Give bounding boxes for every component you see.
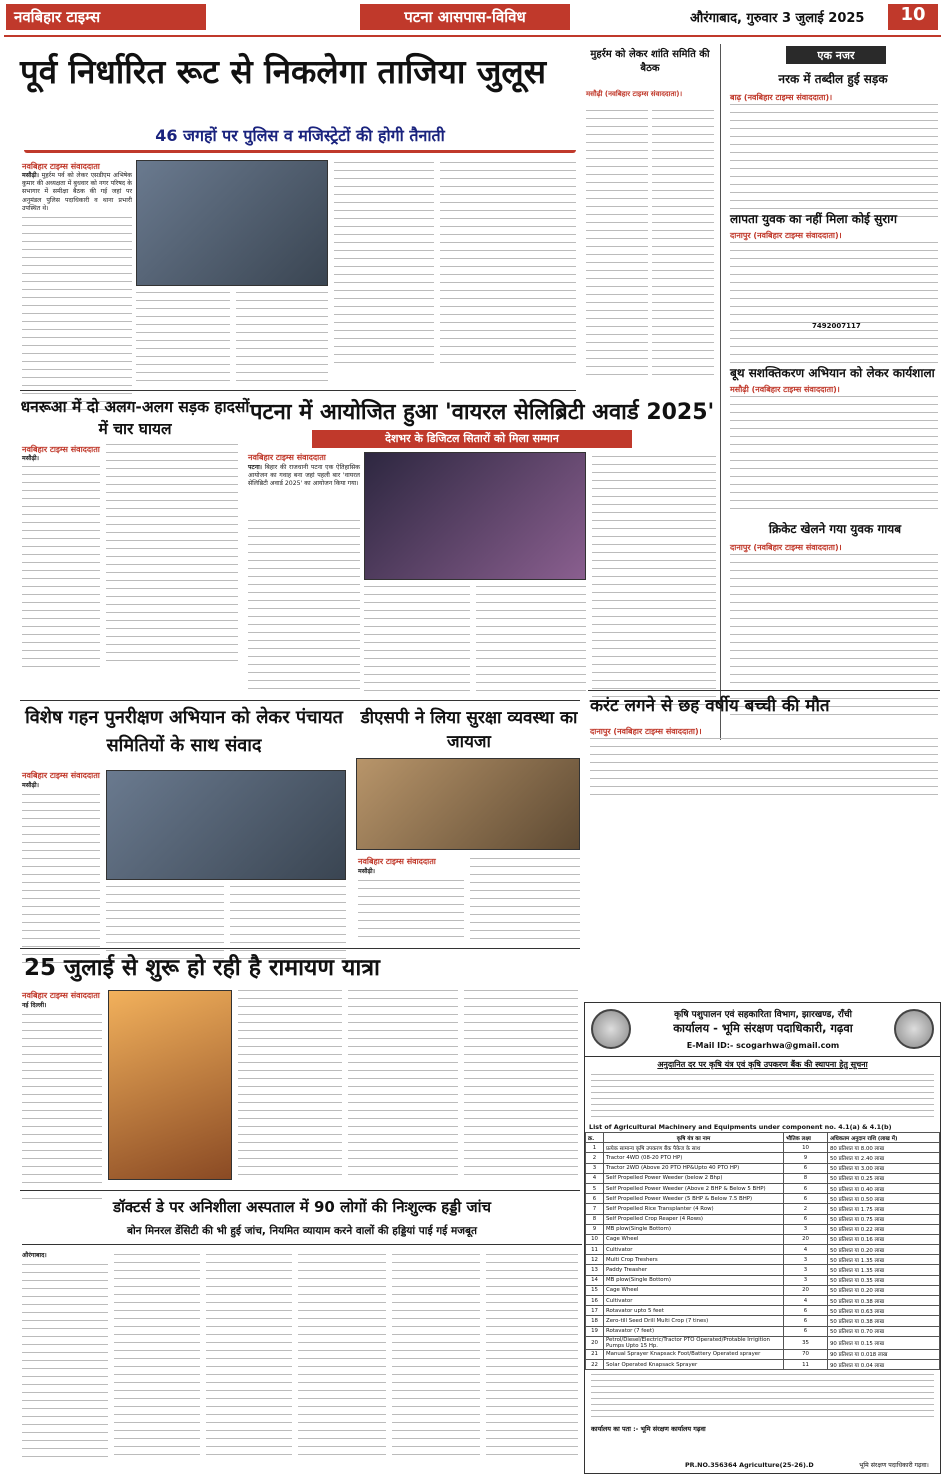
row-sn: 17 bbox=[586, 1306, 604, 1316]
row-item: Zero-till Seed Drill Multi Crop (7 tines) bbox=[604, 1316, 784, 1326]
ramayan-byline: नवबिहार टाइम्स संवाददाता bbox=[22, 991, 100, 1000]
section-rule bbox=[588, 690, 940, 691]
ad-header bbox=[585, 1003, 940, 1057]
row-subsidy: 50 प्रतिशत या 0.20 लाख bbox=[828, 1285, 940, 1295]
ramayan-col3-text bbox=[348, 990, 458, 1182]
row-qty: 10 bbox=[784, 1143, 828, 1153]
row-subsidy: 50 प्रतिशत या 0.75 लाख bbox=[828, 1214, 940, 1224]
row-sn: 13 bbox=[586, 1265, 604, 1275]
row-qty: 20 bbox=[784, 1234, 828, 1244]
table-row bbox=[586, 1359, 940, 1369]
table-row bbox=[586, 1183, 940, 1193]
girl-death-headline: करंट लगने से छह वर्षीय बच्ची की मौत bbox=[590, 696, 830, 716]
revision-col1-text bbox=[22, 794, 100, 970]
row-qty: 8 bbox=[784, 1173, 828, 1183]
table-row bbox=[586, 1326, 940, 1336]
row-item: MB plow(Single Bottom) bbox=[604, 1224, 784, 1234]
row-sn: 20 bbox=[586, 1336, 604, 1349]
ad-table-title: List of Agricultural Machinery and Equipments under component no. 4.1(a) & 4.1(b) bbox=[589, 1123, 892, 1131]
row-item: Self Propelled Rice Transplanter (4 Row) bbox=[604, 1204, 784, 1214]
row-subsidy: 50 प्रतिशत या 2.40 लाख bbox=[828, 1153, 940, 1163]
table-body bbox=[586, 1143, 940, 1370]
booth-byline: मसौढ़ी (नवबिहार टाइम्स संवाददाता)। bbox=[730, 385, 840, 394]
row-item: Self Propelled Power Weeder (5 BHP & Below 7.5 BHP) bbox=[604, 1194, 784, 1204]
table-row bbox=[586, 1306, 940, 1316]
row-sn: 4 bbox=[586, 1173, 604, 1183]
dsp-dateline: मसौढ़ी। bbox=[358, 868, 375, 875]
row-sn: 22 bbox=[586, 1359, 604, 1369]
dsp-col1-text bbox=[358, 880, 464, 944]
main-subhead-box bbox=[24, 123, 576, 153]
row-qty: 3 bbox=[784, 1224, 828, 1234]
row-subsidy: 50 प्रतिशत या 0.38 लाख bbox=[828, 1316, 940, 1326]
ad-pr-number: PR.NO.356364 Agriculture(25-26).D bbox=[685, 1461, 814, 1469]
section-rule bbox=[20, 1190, 580, 1191]
row-subsidy: 50 प्रतिशत या 0.16 लाख bbox=[828, 1234, 940, 1244]
row-sn: 15 bbox=[586, 1285, 604, 1295]
award-lead: बिहार की राजधानी पटना एक ऐतिहासिक आयोजन का गवाह बना जहां पहली बार 'वायरल सेलिब्रिटी अवार्ड 2025' का आयोजन किया गया। bbox=[248, 464, 361, 488]
ramayan-headline: 25 जुलाई से शुरू हो रही है रामायण यात्रा bbox=[24, 955, 380, 981]
row-qty: 6 bbox=[784, 1163, 828, 1173]
table-header-row bbox=[586, 1133, 940, 1143]
ad-email: E-Mail ID:- scogarhwa@gmail.com bbox=[686, 1041, 840, 1050]
main-subhead: 46 जगहों पर पुलिस व मजिस्ट्रेटों की होगी तैनाती bbox=[155, 126, 445, 145]
row-item: Rotavator (7 feet) bbox=[604, 1326, 784, 1336]
doctors-headline: डॉक्टर्स डे पर अनिशीला अस्पताल में 90 लोगों की निःशुल्क हड्डी जांच bbox=[112, 1198, 492, 1216]
row-qty: 3 bbox=[784, 1275, 828, 1285]
cricket-byline: दानापुर (नवबिहार टाइम्स संवाददाता)। bbox=[730, 543, 842, 552]
main-lead: मुहर्रम पर्व को लेकर एसडीएम अभिषेक कुमार की अध्यक्षता में बुधवार को नगर परिषद के सभागार में समीक्षा बैठक की गई जहां पर अनुमंडल पुलिस पदाधिकारी व थाना प्रभारी उपस्थित थे। bbox=[22, 172, 133, 212]
muharram-col1-text bbox=[586, 110, 648, 382]
table-row bbox=[586, 1245, 940, 1255]
ramayan-dateline: नई दिल्ली। bbox=[22, 1002, 47, 1009]
missing-youth-byline: दानापुर (नवबिहार टाइम्स संवाददाता)। bbox=[730, 231, 842, 240]
award-col1-text bbox=[248, 520, 360, 696]
row-subsidy: 50 प्रतिशत या 0.38 लाख bbox=[828, 1296, 940, 1306]
row-item: Self Propelled Crop Reaper (4 Rows) bbox=[604, 1214, 784, 1224]
row-qty: 6 bbox=[784, 1214, 828, 1224]
doctors-col4-text bbox=[298, 1254, 386, 1462]
row-subsidy: 80 प्रतिशत या 8.00 लाख bbox=[828, 1143, 940, 1153]
table-row bbox=[586, 1316, 940, 1326]
row-qty: 6 bbox=[784, 1306, 828, 1316]
contact-number: 7492007117 bbox=[812, 322, 861, 330]
table-row bbox=[586, 1163, 940, 1173]
row-sn: 12 bbox=[586, 1255, 604, 1265]
row-sn: 21 bbox=[586, 1349, 604, 1359]
row-subsidy: 50 प्रतिशत या 0.20 लाख bbox=[828, 1245, 940, 1255]
row-sn: 18 bbox=[586, 1316, 604, 1326]
missing-youth-headline: लापता युवक का नहीं मिला कोई सुराग bbox=[730, 212, 898, 226]
page-number: 10 bbox=[888, 4, 938, 30]
row-subsidy: 90 प्रतिशत या 0.04 लाख bbox=[828, 1359, 940, 1369]
accident-headline: धनरूआ में दो अलग-अलग सड़क हादसों में चार घायल bbox=[20, 398, 250, 438]
section-rule bbox=[20, 700, 580, 701]
ad-notice-title: अनुदानित दर पर कृषि यंत्र एवं कृषि उपकरण बैंक की स्थापना हेतु सूचना bbox=[657, 1060, 868, 1069]
row-sn: 16 bbox=[586, 1296, 604, 1306]
left-emblem-icon bbox=[591, 1009, 631, 1049]
row-subsidy: 50 प्रतिशत या 1.35 लाख bbox=[828, 1265, 940, 1275]
ek-nazar-label: एक नजर bbox=[786, 46, 886, 64]
row-qty: 6 bbox=[784, 1326, 828, 1336]
row-item: Rotavator upto 5 feet bbox=[604, 1306, 784, 1316]
issue-date: औरंगाबाद, गुरुवार 3 जुलाई 2025 bbox=[690, 11, 865, 26]
row-qty: 4 bbox=[784, 1245, 828, 1255]
row-item: Self Propelled Power Weeder (Above 2 BHP & Below 5 BHP) bbox=[604, 1183, 784, 1193]
row-item: Cage Wheel bbox=[604, 1234, 784, 1244]
main-col5-text bbox=[440, 162, 576, 370]
row-sn: 7 bbox=[586, 1204, 604, 1214]
row-subsidy: 50 प्रतिशत या 0.25 लाख bbox=[828, 1173, 940, 1183]
row-qty: 20 bbox=[784, 1285, 828, 1295]
page-header bbox=[0, 0, 945, 36]
row-qty: 9 bbox=[784, 1153, 828, 1163]
revision-byline: नवबिहार टाइम्स संवाददाता bbox=[22, 771, 100, 780]
table-row bbox=[586, 1349, 940, 1359]
muharram-headline: मुहर्रम को लेकर शांति समिति की बैठक bbox=[590, 49, 710, 74]
girl-death-text bbox=[590, 738, 938, 802]
accident-dateline: मसौढ़ी। bbox=[22, 455, 39, 462]
doctors-col5-text bbox=[392, 1254, 480, 1462]
ad-office: कार्यालय - भूमि संरक्षण पदाधिकारी, गढ़वा bbox=[673, 1021, 853, 1035]
cricket-headline: क्रिकेट खेलने गया युवक गायब bbox=[768, 522, 902, 536]
row-subsidy: 50 प्रतिशत या 0.63 लाख bbox=[828, 1306, 940, 1316]
table-row bbox=[586, 1234, 940, 1244]
row-qty: 3 bbox=[784, 1265, 828, 1275]
header-subsidy: अधिकतम अनुदान राशि (लाख में) bbox=[828, 1133, 940, 1143]
road-headline: नरक में तब्दील हुई सड़क bbox=[778, 72, 888, 86]
row-item: Tractor 4WD (08-20 PTO HP) bbox=[604, 1153, 784, 1163]
row-qty: 3 bbox=[784, 1255, 828, 1265]
ad-signature: भूमि संरक्षण पदाधिकारी गढ़वा। bbox=[859, 1462, 929, 1469]
row-subsidy: 50 प्रतिशत या 0.35 लाख bbox=[828, 1275, 940, 1285]
column-divider bbox=[720, 44, 721, 740]
section-title: पटना आसपास-विविध bbox=[360, 4, 570, 30]
table-row bbox=[586, 1173, 940, 1183]
award-stage-photo bbox=[364, 452, 586, 580]
row-subsidy: 50 प्रतिशत या 0.50 लाख bbox=[828, 1194, 940, 1204]
row-subsidy: 50 प्रतिशत या 3.00 लाख bbox=[828, 1163, 940, 1173]
award-byline: नवबिहार टाइम्स संवाददाता bbox=[248, 453, 326, 462]
road-byline: बाढ़ (नवबिहार टाइम्स संवाददाता)। bbox=[730, 93, 833, 102]
header-rule bbox=[4, 35, 941, 37]
table-row bbox=[586, 1153, 940, 1163]
row-sn: 3 bbox=[586, 1163, 604, 1173]
revision-meeting-photo bbox=[106, 770, 346, 880]
row-item: MB plow(Single Bottom) bbox=[604, 1275, 784, 1285]
table-row bbox=[586, 1265, 940, 1275]
row-item: Paddy Treasher bbox=[604, 1265, 784, 1275]
row-sn: 6 bbox=[586, 1194, 604, 1204]
row-sn: 1 bbox=[586, 1143, 604, 1153]
section-rule bbox=[20, 948, 580, 949]
row-subsidy: 50 प्रतिशत या 0.70 लाख bbox=[828, 1326, 940, 1336]
row-sn: 10 bbox=[586, 1234, 604, 1244]
award-subhead: देशभर के डिजिटल सितारों को मिला सम्मान bbox=[312, 430, 632, 448]
row-subsidy: 50 प्रतिशत या 0.40 लाख bbox=[828, 1183, 940, 1193]
table-row bbox=[586, 1143, 940, 1153]
row-item: Multi Crop Treshers bbox=[604, 1255, 784, 1265]
girl-death-byline: दानापुर (नवबिहार टाइम्स संवाददाता)। bbox=[590, 727, 702, 736]
road-text bbox=[730, 104, 938, 224]
award-dateline: पटना। bbox=[248, 464, 263, 471]
main-dateline: मसौढ़ी। bbox=[22, 172, 39, 179]
muharram-col2-text bbox=[652, 110, 714, 382]
row-item: Self Propelled Power Weeder (below 2 Bhp) bbox=[604, 1173, 784, 1183]
row-subsidy: 50 प्रतिशत या 1.35 लाख bbox=[828, 1255, 940, 1265]
table-row bbox=[586, 1224, 940, 1234]
ramayan-col4-text bbox=[464, 990, 578, 1182]
row-item: Solar Operated Knapsack Sprayer bbox=[604, 1359, 784, 1369]
ad-terms-text bbox=[585, 1370, 940, 1417]
table-row bbox=[586, 1296, 940, 1306]
dsp-inspection-photo bbox=[356, 758, 580, 850]
booth-headline: बूथ सशक्तिकरण अभियान को लेकर कार्यशाला bbox=[730, 366, 935, 380]
temple-photo bbox=[108, 990, 232, 1180]
row-sn: 11 bbox=[586, 1245, 604, 1255]
doctors-col3-text bbox=[206, 1254, 292, 1462]
dsp-col2-text bbox=[470, 858, 580, 946]
accident-col2-text bbox=[106, 444, 238, 668]
row-qty: 4 bbox=[784, 1296, 828, 1306]
row-qty: 11 bbox=[784, 1359, 828, 1369]
row-sn: 19 bbox=[586, 1326, 604, 1336]
doctors-col2-text bbox=[114, 1254, 200, 1462]
doctors-subhead: बोन मिनरल डेंसिटी की भी हुई जांच, नियमित व्यायाम करने वालों की हड्डियां पाई गई मजबूत bbox=[22, 1224, 582, 1245]
revision-headline: विशेष गहन पुनरीक्षण अभियान को लेकर पंचायत समितियों के साथ संवाद bbox=[25, 707, 343, 756]
row-qty: 6 bbox=[784, 1183, 828, 1193]
ad-department: कृषि पशुपालन एवं सहकारिता विभाग, झारखण्ड, राँची bbox=[674, 1010, 852, 1020]
row-subsidy: 50 प्रतिशत या 1.75 लाख bbox=[828, 1204, 940, 1214]
ramayan-col2-text bbox=[238, 990, 342, 1182]
row-item: Cultivator bbox=[604, 1245, 784, 1255]
row-qty: 70 bbox=[784, 1349, 828, 1359]
row-sn: 5 bbox=[586, 1183, 604, 1193]
main-col3-text bbox=[236, 292, 328, 388]
main-byline: नवबिहार टाइम्स संवाददाता bbox=[22, 162, 100, 171]
row-qty: 2 bbox=[784, 1204, 828, 1214]
masthead-brand: नवबिहार टाइम्स bbox=[6, 4, 206, 30]
row-sn: 14 bbox=[586, 1275, 604, 1285]
row-item: Manual Sprayer Knapsack Foot/Battery Operated sprayer bbox=[604, 1349, 784, 1359]
table-row bbox=[586, 1204, 940, 1214]
ramayan-col1-text bbox=[22, 1014, 102, 1206]
header-sn: क्र. bbox=[586, 1133, 604, 1143]
row-sn: 9 bbox=[586, 1224, 604, 1234]
row-sn: 2 bbox=[586, 1153, 604, 1163]
row-item: Petrol/Diesel/Electric/Tractor PTO Operated/Protable Irrigition Pumps Upto 15 Hp. bbox=[604, 1336, 784, 1349]
award-col4-text bbox=[592, 456, 716, 712]
main-col2-text bbox=[136, 292, 230, 388]
dsp-headline: डीएसपी ने लिया सुरक्षा व्यवस्था का जायजा bbox=[360, 708, 578, 752]
table-row bbox=[586, 1214, 940, 1224]
revision-dateline: मसौढ़ी। bbox=[22, 782, 39, 789]
machinery-table bbox=[585, 1132, 940, 1370]
main-col4-text bbox=[334, 162, 434, 370]
table-row bbox=[586, 1275, 940, 1285]
muharram-byline: मसौढ़ी (नवबिहार टाइम्स संवाददाता)। bbox=[586, 90, 683, 98]
row-item: Cultivator bbox=[604, 1296, 784, 1306]
main-headline: पूर्व निर्धारित रूट से निकलेगा ताजिया जुलूस bbox=[20, 52, 547, 91]
row-item: Tractor 2WD (Above 20 PTO HP&Upto 40 PTO HP) bbox=[604, 1163, 784, 1173]
accident-byline: नवबिहार टाइम्स संवाददाता bbox=[22, 445, 100, 454]
header-item: कृषि यंत्र का नाम bbox=[604, 1133, 784, 1143]
dsp-byline: नवबिहार टाइम्स संवाददाता bbox=[358, 857, 436, 866]
doctors-col1-text bbox=[22, 1264, 108, 1464]
row-subsidy: 90 प्रतिशत या 0.018 लाख bbox=[828, 1349, 940, 1359]
missing-youth-text bbox=[730, 242, 938, 370]
row-subsidy: 50 प्रतिशत या 0.22 लाख bbox=[828, 1224, 940, 1234]
header-qty: भौतिक लक्ष्य bbox=[784, 1133, 828, 1143]
row-subsidy: 90 प्रतिशत या 0.15 लाख bbox=[828, 1336, 940, 1349]
award-headline: पटना में आयोजित हुआ 'वायरल सेलिब्रिटी अवार्ड 2025' bbox=[250, 400, 715, 425]
table-row bbox=[586, 1285, 940, 1295]
ad-footer-office: कार्यालय का पता :- भूमि संरक्षण कार्यालय गढ़वा bbox=[591, 1425, 706, 1434]
doctors-dateline: औरंगाबाद। bbox=[22, 1252, 47, 1259]
agriculture-ad bbox=[584, 1002, 941, 1474]
ad-notice-text bbox=[585, 1072, 940, 1117]
row-qty: 6 bbox=[784, 1316, 828, 1326]
right-emblem-icon bbox=[894, 1009, 934, 1049]
booth-text bbox=[730, 396, 938, 516]
section-rule bbox=[20, 390, 576, 391]
table-row bbox=[586, 1194, 940, 1204]
row-qty: 35 bbox=[784, 1336, 828, 1349]
table-row bbox=[586, 1336, 940, 1349]
doctors-col6-text bbox=[486, 1254, 578, 1462]
row-qty: 6 bbox=[784, 1194, 828, 1204]
meeting-photo bbox=[136, 160, 328, 286]
row-item: Cage Wheel bbox=[604, 1285, 784, 1295]
award-col3-text bbox=[476, 586, 586, 698]
main-story-col1 bbox=[22, 161, 132, 417]
accident-col1-text bbox=[22, 466, 100, 674]
row-sn: 8 bbox=[586, 1214, 604, 1224]
table-row bbox=[586, 1255, 940, 1265]
award-col2-text bbox=[364, 586, 470, 698]
row-item: प्रत्येक सामान्य कृषि उपकरण बैंक पैकेज के साथ bbox=[604, 1143, 784, 1153]
